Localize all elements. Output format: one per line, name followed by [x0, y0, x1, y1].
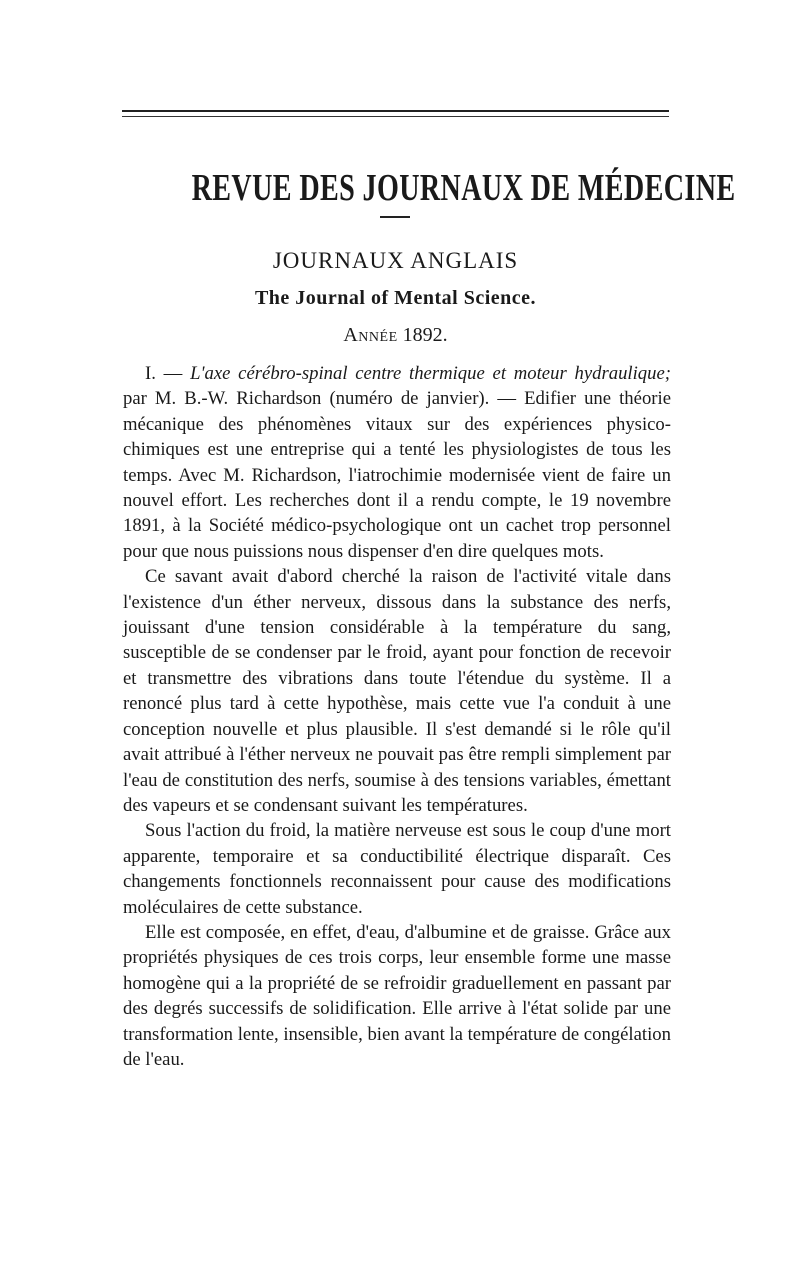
- year-value: 1892.: [402, 324, 448, 346]
- title-separator-dash: [380, 216, 410, 218]
- paragraph-2: Ce savant avait d'abord cherché la raison de l'activité vitale dans l'existence d'un éther nerveux, dissous dans la substance des nerfs, jouissant d'une tension considérable à la température du sang, susceptible de se condenser par le froid, ayant pour fonction de recevoir et transmettre des vibrations dans toute l'étendue du système. Il a renoncé plus tard à cette hypothèse, mais cette vue l'a conduit à une conception nouvelle et plus plausible. Il s'est demandé si le rôle qu'il avait attribué à l'éther nerveux ne pouvait pas être rempli simplement par l'eau de constitution des nerfs, soumise à des tensions variables, émettant des vapeurs et se condensant suivant les températures.: [123, 566, 671, 816]
- year-line: [120, 321, 671, 349]
- header-double-rule: [122, 110, 669, 117]
- paragraph-1-text: Edifier une théorie mécanique des phénomènes vitaux sur des expériences physico-chimiques est une entreprise qui a tenté les physiologistes de tous les temps. Avec M. Richardson, l'iatrochimie modernisée vient de faire un nouvel effort. Les recherches dont il a rendu compte, le 19 novembre 1891, à la Société médico-psychologique ont un cachet trop personnel pour que nous puissions nous dispenser d'en dire quelques mots.: [123, 388, 671, 562]
- paragraph-1: [123, 361, 671, 564]
- article-body: [123, 361, 671, 1072]
- article-title: L'axe cérébro-spinal centre thermique et moteur hydraulique;: [190, 363, 672, 384]
- journal-name: The Journal of Mental Science.: [254, 287, 537, 309]
- paragraph-4: Elle est composée, en effet, d'eau, d'albumine et de graisse. Grâce aux propriétés physiques de ces trois corps, leur ensemble forme une masse homogène qui a la propriété de se refroidir graduellement en passant par des degrés successifs de solidification. Elle arrive à l'état solide par une transformation lente, insensible, bien avant la température de congélation de l'eau.: [123, 921, 671, 1070]
- year-label: Année: [343, 324, 398, 346]
- article-number: I. —: [145, 363, 183, 384]
- main-title: REVUE DES JOURNAUX DE MÉDECINE: [191, 167, 736, 209]
- paragraph-3: Sous l'action du froid, la matière nerveuse est sous le coup d'une mort apparente, temporaire et sa conductibilité électrique disparaît. Ces changements fonctionnels reconnaissent pour cause des modifications moléculaires de cette substance.: [123, 820, 671, 918]
- section-title: JOURNAUX ANGLAIS: [272, 248, 519, 273]
- article-byline: par M. B.-W. Richardson (numéro de janvier). —: [123, 388, 517, 410]
